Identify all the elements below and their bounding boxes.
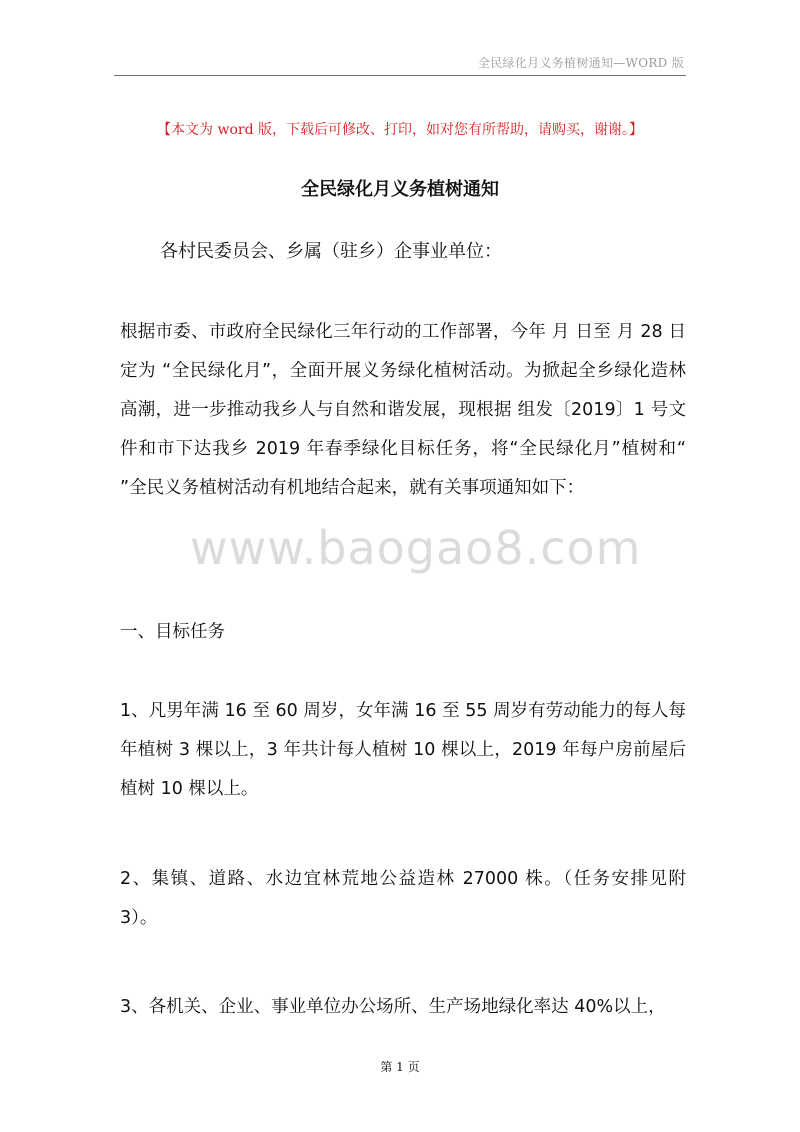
section-heading-1: 一、目标任务	[120, 622, 225, 642]
list-item-3: 3、各机关、企业、事业单位办公场所、生产场地绿化率达 40%以上，	[120, 997, 666, 1017]
list-item-2: 2、集镇、道路、水边宜林荒地公益造林 27000 株。（任务安排见附 3）。	[120, 869, 686, 928]
header-divider	[114, 75, 686, 76]
list-item-1: 1、凡男年满 16 至 60 周岁，女年满 16 至 55 周岁有劳动能力的每人每年植树 3 棵以上，3 年共计每人植树 10 棵以上，2019 年每户房前屋后植树 10 棵以上。	[120, 701, 686, 799]
watermark: www.baogao8.com	[190, 521, 642, 575]
running-header: 全民绿化月义务植树通知—WORD 版	[477, 56, 684, 70]
document-title: 全民绿化月义务植树通知	[301, 179, 499, 200]
salutation: 各村民委员会、乡属（驻乡）企事业单位：	[160, 241, 502, 262]
page-number: 第 1 页	[380, 1060, 420, 1074]
intro-paragraph: 根据市委、市政府全民绿化三年行动的工作部署，今年 月 日至 月 28 日定为 “全民绿化月”，全面开展义务绿化植树活动。为掀起全乡绿化造林高潮，进一步推动我乡人与自然和谐发展，现根据 组发〔2019〕1 号文件和市下达我乡 2019 年春季绿化目标任务，将“全民绿化月”植树和“ ”全民义务植树活动有机地结合起来，就有关事项通知如下：	[120, 322, 686, 498]
purchase-notice: 【本文为 word 版，下载后可修改、打印，如对您有所帮助，请购买，谢谢。】	[157, 122, 643, 138]
